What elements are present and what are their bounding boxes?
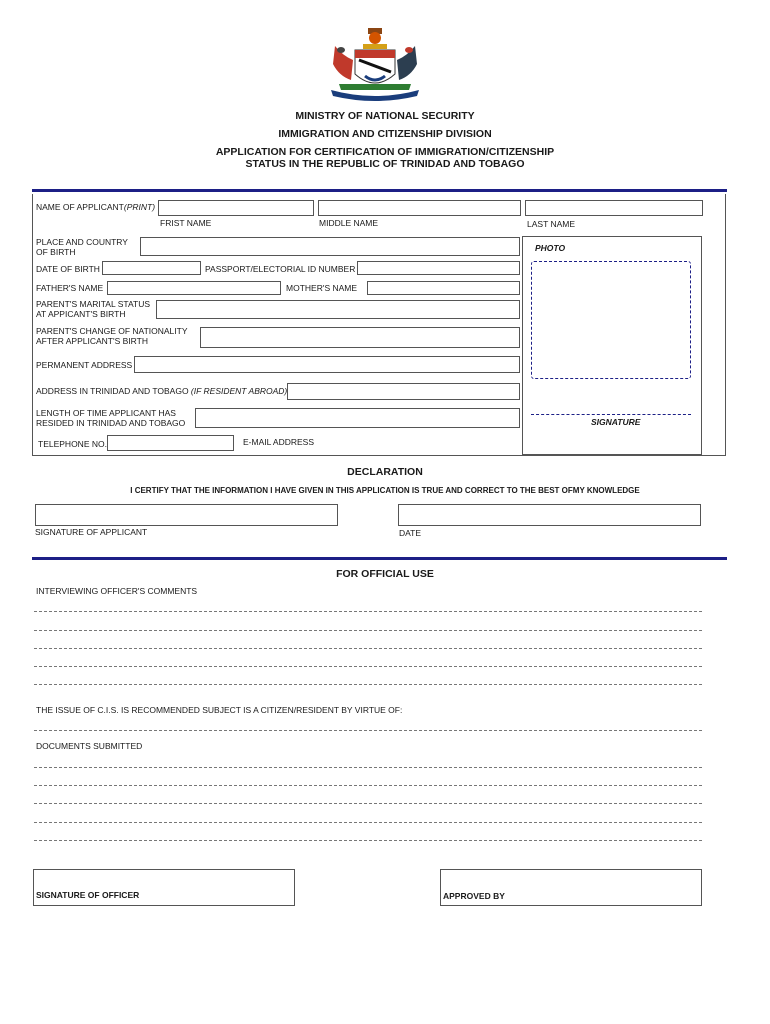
official-use-rule xyxy=(32,557,727,560)
declaration-heading: DECLARATION xyxy=(347,466,423,478)
coat-of-arms-emblem xyxy=(325,26,425,102)
passport-label: PASSPORT/ELECTORIAL ID NUMBER xyxy=(205,264,356,274)
comment-line[interactable] xyxy=(34,630,702,631)
signature-label: SIGNATURE xyxy=(591,417,641,427)
place-of-birth-label: PLACE AND COUNTRY OF BIRTH xyxy=(36,237,128,257)
documents-line[interactable] xyxy=(34,840,702,841)
tt-address-label: ADDRESS IN TRINIDAD AND TOBAGO (IF RESIDENT ABROAD) xyxy=(36,386,288,396)
documents-line[interactable] xyxy=(34,803,702,804)
officer-comments-label: INTERVIEWING OFFICER'S COMMENTS xyxy=(36,586,198,596)
residence-length-label: LENGTH OF TIME APPLICANT HAS RESIDED IN TRINIDAD AND TOBAGO xyxy=(36,408,186,428)
last-name-input[interactable] xyxy=(525,200,703,216)
officer-signature-label: SIGNATURE OF OFFICER xyxy=(36,890,140,900)
residence-length-input[interactable] xyxy=(195,408,520,428)
signature-line[interactable] xyxy=(531,414,691,415)
telephone-input[interactable] xyxy=(107,435,234,451)
tt-address-input[interactable] xyxy=(287,383,520,400)
applicant-signature-input[interactable] xyxy=(35,504,338,526)
date-input[interactable] xyxy=(398,504,701,526)
date-of-birth-input[interactable] xyxy=(102,261,201,275)
date-label: DATE xyxy=(399,528,422,538)
issue-line[interactable] xyxy=(34,730,702,731)
issue-recommendation-label: THE ISSUE OF C.I.S. IS RECOMMENDED SUBJECT IS A CITIZEN/RESIDENT BY VIRTUE OF: xyxy=(36,705,403,715)
last-name-label: LAST NAME xyxy=(527,219,576,229)
place-of-birth-input[interactable] xyxy=(140,237,520,256)
documents-line[interactable] xyxy=(34,822,702,823)
documents-line[interactable] xyxy=(34,767,702,768)
nationality-change-label: PARENT'S CHANGE OF NATIONALITY AFTER APPLICANT'S BIRTH xyxy=(36,326,188,346)
form-title-line1: APPLICATION FOR CERTIFICATION OF IMMIGRATION/CITIZENSHIP xyxy=(215,146,555,158)
fathers-name-input[interactable] xyxy=(107,281,281,295)
mothers-name-label: MOTHER'S NAME xyxy=(286,283,358,293)
officer-signature-box[interactable] xyxy=(33,869,295,906)
nationality-change-input[interactable] xyxy=(200,327,520,348)
passport-input[interactable] xyxy=(357,261,520,275)
first-name-label: FRIST NAME xyxy=(160,218,212,228)
ministry-title: MINISTRY OF NATIONAL SECURITY xyxy=(295,110,475,122)
comment-line[interactable] xyxy=(34,666,702,667)
documents-line[interactable] xyxy=(34,785,702,786)
comment-line[interactable] xyxy=(34,684,702,685)
date-of-birth-label: DATE OF BIRTH xyxy=(36,264,100,274)
name-of-applicant-label: NAME OF APPLICANT(PRINT) xyxy=(36,202,156,212)
header-rule xyxy=(32,189,727,192)
marital-status-input[interactable] xyxy=(156,300,520,319)
middle-name-label: MIDDLE NAME xyxy=(319,218,379,228)
middle-name-input[interactable] xyxy=(318,200,521,216)
comment-line[interactable] xyxy=(34,611,702,612)
telephone-label: TELEPHONE NO. xyxy=(38,439,107,449)
official-use-heading: FOR OFFICIAL USE xyxy=(336,568,434,580)
photo-box[interactable] xyxy=(531,261,691,379)
fathers-name-label: FATHER'S NAME xyxy=(36,283,104,293)
division-title: IMMIGRATION AND CITIZENSHIP DIVISION xyxy=(278,128,492,140)
applicant-signature-label: SIGNATURE OF APPLICANT xyxy=(35,527,148,537)
first-name-input[interactable] xyxy=(158,200,314,216)
comment-line[interactable] xyxy=(34,648,702,649)
declaration-statement: I CERTIFY THAT THE INFORMATION I HAVE GIVEN IN THIS APPLICATION IS TRUE AND CORRECT TO THE BEST OFMY KNOWLEDGE xyxy=(130,486,640,495)
marital-status-label: PARENT'S MARITAL STATUS AT APPICANT'S BIRTH xyxy=(36,299,151,319)
approved-by-label: APPROVED BY xyxy=(443,891,505,901)
documents-submitted-label: DOCUMENTS SUBMITTED xyxy=(36,741,143,751)
photo-label: PHOTO xyxy=(535,243,566,253)
email-label: E-MAIL ADDRESS xyxy=(243,437,315,447)
permanent-address-label: PERMANENT ADDRESS xyxy=(36,360,133,370)
mothers-name-input[interactable] xyxy=(367,281,520,295)
form-title-line2: STATUS IN THE REPUBLIC OF TRINIDAD AND TOBAGO xyxy=(245,158,525,170)
permanent-address-input[interactable] xyxy=(134,356,520,373)
